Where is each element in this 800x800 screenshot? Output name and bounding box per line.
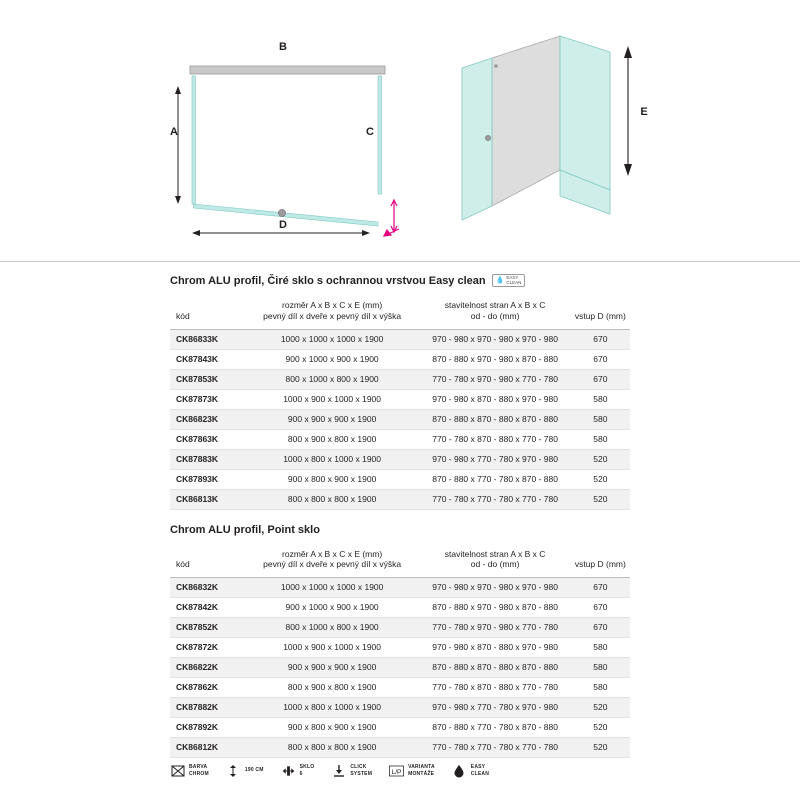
- table-row: [170, 429, 630, 449]
- cell-stavitelnost: 970 - 980 x 970 - 980 x 970 - 980: [420, 577, 571, 597]
- table-row: [170, 469, 630, 489]
- section-1-title: Chrom ALU profil, Čiré sklo s ochrannou vrstvou Easy clean: [170, 274, 486, 287]
- cell-kod: CK87883K: [170, 449, 245, 469]
- table-row: [170, 597, 630, 617]
- cell-stavitelnost: 870 - 880 x 870 - 880 x 870 - 880: [420, 657, 571, 677]
- table-row: [170, 677, 630, 697]
- cell-stavitelnost: 870 - 880 x 970 - 980 x 870 - 880: [420, 597, 571, 617]
- cell-rozmer: 800 x 900 x 800 x 1900: [245, 429, 420, 449]
- cell-rozmer: 1000 x 800 x 1000 x 1900: [245, 697, 420, 717]
- table-row: [170, 449, 630, 469]
- table-row: [170, 329, 630, 349]
- cell-vstup: 670: [571, 369, 630, 389]
- table-row: [170, 717, 630, 737]
- plan-label-A: A: [170, 126, 178, 138]
- th-stavitelnost-2: stavitelnost stran A x B x C od - do (mm): [420, 544, 571, 578]
- table-1-head: [170, 295, 630, 329]
- th-rozmer-2: rozměr A x B x C x E (mm) pevný díl x dveře x pevný díl x výška: [245, 544, 420, 578]
- cell-rozmer: 800 x 900 x 800 x 1900: [245, 677, 420, 697]
- cell-vstup: 670: [571, 597, 630, 617]
- cell-vstup: 520: [571, 697, 630, 717]
- table-row: [170, 637, 630, 657]
- feature-color-chrom: [170, 763, 209, 778]
- th-vstup-2: vstup D (mm): [571, 544, 630, 578]
- cell-rozmer: 800 x 800 x 800 x 1900: [245, 737, 420, 757]
- feature-easy-clean-label: EASY CLEAN: [470, 764, 490, 777]
- table-row: [170, 617, 630, 637]
- cell-kod: CK87862K: [170, 677, 245, 697]
- color-swatch-icon: [170, 763, 185, 778]
- cell-kod: CK86813K: [170, 489, 245, 509]
- cell-vstup: 670: [571, 349, 630, 369]
- cell-vstup: 670: [571, 577, 630, 597]
- cell-kod: CK86812K: [170, 737, 245, 757]
- cell-kod: CK87842K: [170, 597, 245, 617]
- section-1-title-row: [170, 274, 630, 287]
- cell-stavitelnost: 770 - 780 x 970 - 980 x 770 - 780: [420, 617, 571, 637]
- glass-thickness-icon: [281, 763, 296, 778]
- table-row: [170, 349, 630, 369]
- cell-rozmer: 800 x 1000 x 800 x 1900: [245, 369, 420, 389]
- cell-rozmer: 900 x 1000 x 900 x 1900: [245, 597, 420, 617]
- cell-kod: CK87863K: [170, 429, 245, 449]
- cell-kod: CK87852K: [170, 617, 245, 637]
- th-kod-1: kód: [170, 295, 245, 329]
- cell-stavitelnost: 770 - 780 x 770 - 780 x 770 - 780: [420, 737, 571, 757]
- cell-stavitelnost: 870 - 880 x 870 - 880 x 870 - 880: [420, 409, 571, 429]
- cell-kod: CK86833K: [170, 329, 245, 349]
- easy-clean-badge: [492, 274, 526, 287]
- feature-icon-strip: [170, 763, 489, 778]
- iso-label-E: E: [640, 106, 648, 118]
- section-easy-clean: [0, 274, 800, 758]
- easy-clean-drop-icon: [452, 763, 467, 778]
- cell-vstup: 580: [571, 409, 630, 429]
- feature-click-system: [331, 763, 372, 778]
- cell-rozmer: 900 x 800 x 900 x 1900: [245, 717, 420, 737]
- th-rozmer-1: rozměr A x B x C x E (mm) pevný díl x dveře x pevný díl x výška: [245, 295, 420, 329]
- plan-view-diagram: [170, 30, 420, 245]
- feature-color-chrom-label: BARVA CHROM: [189, 764, 209, 777]
- cell-vstup: 520: [571, 469, 630, 489]
- water-drop-icon: 💧: [495, 277, 505, 285]
- cell-kod: CK87882K: [170, 697, 245, 717]
- cell-kod: CK87843K: [170, 349, 245, 369]
- cell-stavitelnost: 870 - 880 x 770 - 780 x 870 - 880: [420, 469, 571, 489]
- table-row: [170, 389, 630, 409]
- isometric-view-diagram: [440, 20, 670, 240]
- cell-rozmer: 900 x 1000 x 900 x 1900: [245, 349, 420, 369]
- height-arrow-icon: [226, 763, 241, 778]
- cell-rozmer: 800 x 800 x 800 x 1900: [245, 489, 420, 509]
- cell-rozmer: 1000 x 800 x 1000 x 1900: [245, 449, 420, 469]
- cell-kod: CK87893K: [170, 469, 245, 489]
- cell-vstup: 670: [571, 617, 630, 637]
- svg-text:L/P: L/P: [391, 768, 402, 776]
- cell-vstup: 520: [571, 489, 630, 509]
- cell-vstup: 580: [571, 637, 630, 657]
- table-point-sklo: [170, 544, 630, 758]
- th-vstup-1: vstup D (mm): [571, 295, 630, 329]
- table-row: [170, 737, 630, 757]
- table-2-head: [170, 544, 630, 578]
- table-easy-clean: [170, 295, 630, 509]
- easy-clean-badge-text: EASY CLEAN: [506, 275, 522, 285]
- cell-rozmer: 1000 x 900 x 1000 x 1900: [245, 389, 420, 409]
- cell-vstup: 580: [571, 389, 630, 409]
- table-2-body: [170, 577, 630, 757]
- cell-vstup: 520: [571, 737, 630, 757]
- cell-stavitelnost: 970 - 980 x 870 - 880 x 970 - 980: [420, 389, 571, 409]
- feature-glass: [281, 763, 315, 778]
- section-2-title: Chrom ALU profil, Point sklo: [170, 523, 320, 536]
- feature-height-label: 190 CM: [244, 767, 264, 774]
- cell-kod: CK86832K: [170, 577, 245, 597]
- cell-kod: CK87853K: [170, 369, 245, 389]
- plan-label-D: D: [279, 219, 287, 231]
- cell-stavitelnost: 970 - 980 x 870 - 880 x 970 - 980: [420, 637, 571, 657]
- cell-kod: CK87873K: [170, 389, 245, 409]
- plan-label-C: C: [366, 126, 374, 138]
- cell-vstup: 580: [571, 429, 630, 449]
- cell-vstup: 670: [571, 329, 630, 349]
- feature-glass-label: SKLO 6: [299, 764, 315, 777]
- feature-variant: [389, 763, 435, 778]
- cell-stavitelnost: 870 - 880 x 770 - 780 x 870 - 880: [420, 717, 571, 737]
- table-row: [170, 697, 630, 717]
- cell-stavitelnost: 970 - 980 x 770 - 780 x 970 - 980: [420, 697, 571, 717]
- cell-rozmer: 800 x 1000 x 800 x 1900: [245, 617, 420, 637]
- table-row: [170, 657, 630, 677]
- cell-rozmer: 1000 x 1000 x 1000 x 1900: [245, 577, 420, 597]
- cell-kod: CK86822K: [170, 657, 245, 677]
- cell-rozmer: 1000 x 1000 x 1000 x 1900: [245, 329, 420, 349]
- cell-rozmer: 900 x 900 x 900 x 1900: [245, 409, 420, 429]
- table-row: [170, 489, 630, 509]
- click-system-icon: [331, 763, 346, 778]
- cell-kod: CK86823K: [170, 409, 245, 429]
- table-row: [170, 409, 630, 429]
- cell-stavitelnost: 770 - 780 x 870 - 880 x 770 - 780: [420, 429, 571, 449]
- cell-stavitelnost: 970 - 980 x 770 - 780 x 970 - 980: [420, 449, 571, 469]
- table-row: [170, 577, 630, 597]
- section-2-title-row: [170, 524, 630, 536]
- table-row: [170, 369, 630, 389]
- cell-kod: CK87872K: [170, 637, 245, 657]
- table-1-body: [170, 329, 630, 509]
- diagram-area: [0, 0, 800, 262]
- feature-height: [226, 763, 264, 778]
- cell-vstup: 580: [571, 677, 630, 697]
- cell-stavitelnost: 770 - 780 x 970 - 980 x 770 - 780: [420, 369, 571, 389]
- cell-stavitelnost: 970 - 980 x 970 - 980 x 970 - 980: [420, 329, 571, 349]
- th-kod-2: kód: [170, 544, 245, 578]
- cell-stavitelnost: 770 - 780 x 870 - 880 x 770 - 780: [420, 677, 571, 697]
- lp-variant-icon: [389, 763, 404, 778]
- cell-rozmer: 900 x 900 x 900 x 1900: [245, 657, 420, 677]
- cell-kod: CK87892K: [170, 717, 245, 737]
- th-stavitelnost-1: stavitelnost stran A x B x C od - do (mm): [420, 295, 571, 329]
- feature-click-system-label: CLICK SYSTEM: [350, 764, 373, 777]
- cell-stavitelnost: 870 - 880 x 970 - 980 x 870 - 880: [420, 349, 571, 369]
- cell-vstup: 580: [571, 657, 630, 677]
- cell-vstup: 520: [571, 717, 630, 737]
- divider-top: [0, 261, 800, 262]
- feature-easy-clean: [452, 763, 489, 778]
- plan-label-B: B: [279, 41, 287, 53]
- cell-rozmer: 1000 x 900 x 1000 x 1900: [245, 637, 420, 657]
- cell-stavitelnost: 770 - 780 x 770 - 780 x 770 - 780: [420, 489, 571, 509]
- cell-vstup: 520: [571, 449, 630, 469]
- table-1-header-row: [170, 295, 630, 329]
- feature-variant-label: VARIANTA MONTÁŽE: [408, 764, 435, 777]
- table-2-header-row: [170, 544, 630, 578]
- cell-rozmer: 900 x 800 x 900 x 1900: [245, 469, 420, 489]
